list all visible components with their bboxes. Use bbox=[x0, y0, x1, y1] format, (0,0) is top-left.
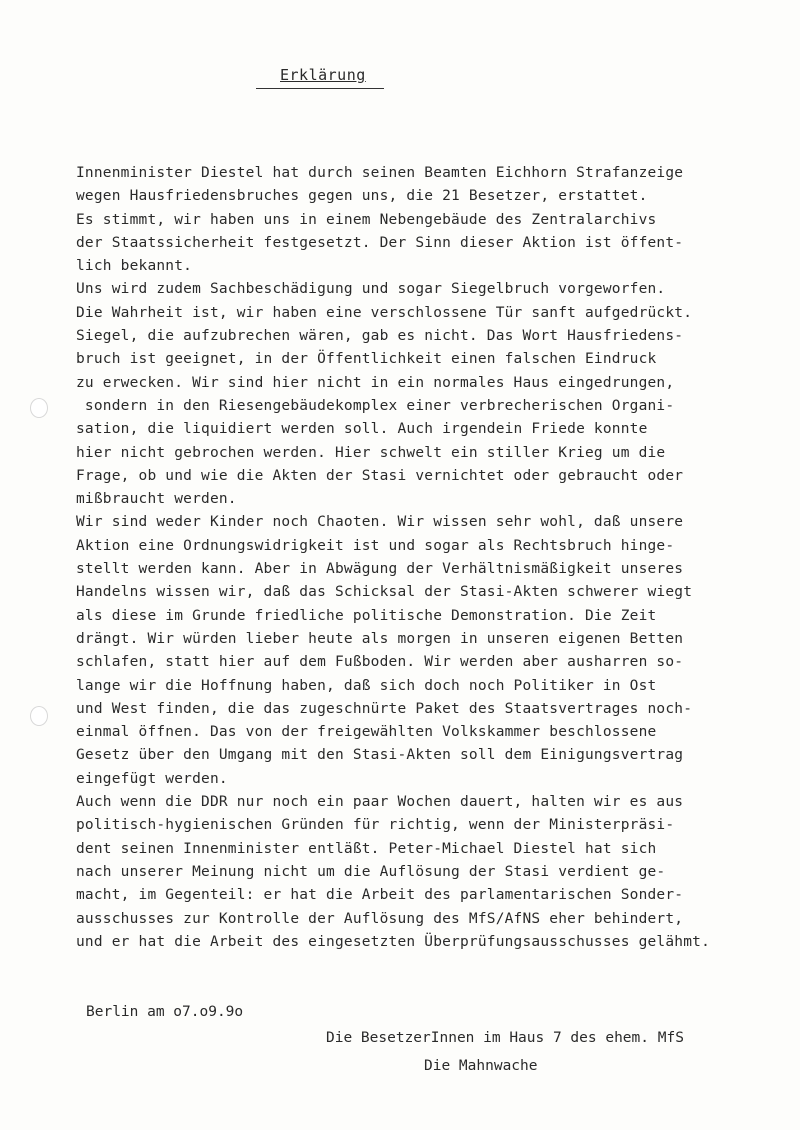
body-line: einmal öffnen. Das von der freigewählten Volkskammer beschlossene bbox=[76, 724, 657, 741]
body-line: zu erwecken. Wir sind hier nicht in ein normales Haus eingedrungen, bbox=[76, 374, 675, 391]
body-line: politisch-hygienischen Gründen für richtig, wenn der Ministerpräsi- bbox=[76, 817, 675, 834]
dateline: Berlin am o7.o9.9o bbox=[86, 1004, 244, 1020]
body-line: sondern in den Riesengebäudekomplex einer verbrecherischen Organi- bbox=[76, 397, 675, 414]
body-line: mißbraucht werden. bbox=[76, 491, 237, 508]
signature-vigil: Die Mahnwache bbox=[424, 1058, 538, 1074]
body-line: bruch ist geeignet, in der Öffentlichkeit einen falschen Eindruck bbox=[76, 351, 657, 368]
body-line: und West finden, die das zugeschnürte Paket des Staatsvertrages noch- bbox=[76, 700, 693, 717]
title-underline bbox=[256, 88, 384, 89]
body-line: ausschusses zur Kontrolle der Auflösung des MfS/AfNS eher behindert, bbox=[76, 910, 684, 927]
body-line: eingefügt werden. bbox=[76, 770, 228, 787]
body-line: Die Wahrheit ist, wir haben eine verschlossene Tür sanft aufgedrückt. bbox=[76, 304, 693, 321]
body-line: Auch wenn die DDR nur noch ein paar Wochen dauert, halten wir es aus bbox=[76, 794, 684, 811]
body-line: stellt werden kann. Aber in Abwägung der Verhältnismäßigkeit unseres bbox=[76, 561, 684, 578]
document-title: Erklärung bbox=[280, 66, 366, 84]
body-line: nach unserer Meinung nicht um die Auflösung der Stasi verdient ge- bbox=[76, 863, 666, 880]
body-line: dent seinen Innenminister entläßt. Peter-Michael Diestel hat sich bbox=[76, 840, 657, 857]
body-line: sation, die liquidiert werden soll. Auch irgendein Friede konnte bbox=[76, 421, 648, 438]
body-line: lich bekannt. bbox=[76, 258, 193, 275]
punch-hole-upper bbox=[30, 398, 48, 418]
body-line: und er hat die Arbeit des eingesetzten Überprüfungsausschusses gelähmt. bbox=[76, 933, 711, 950]
punch-hole-lower bbox=[30, 706, 48, 726]
body-line: Wir sind weder Kinder noch Chaoten. Wir wissen sehr wohl, daß unsere bbox=[76, 514, 684, 531]
body-line: Es stimmt, wir haben uns in einem Nebengebäude des Zentralarchivs bbox=[76, 211, 657, 228]
signature-occupiers: Die BesetzerInnen im Haus 7 des ehem. MfS bbox=[326, 1030, 684, 1046]
body-line: schlafen, statt hier auf dem Fußboden. Wir werden aber ausharren so- bbox=[76, 654, 684, 671]
body-line: lange wir die Hoffnung haben, daß sich doch noch Politiker in Ost bbox=[76, 677, 657, 694]
body-line: hier nicht gebrochen werden. Hier schwelt ein stiller Krieg um die bbox=[76, 444, 666, 461]
body-line: Frage, ob und wie die Akten der Stasi vernichtet oder gebraucht oder bbox=[76, 467, 684, 484]
body-line: Handelns wissen wir, daß das Schicksal der Stasi-Akten schwerer wiegt bbox=[76, 584, 693, 601]
body-line: der Staatssicherheit festgesetzt. Der Sinn dieser Aktion ist öffent- bbox=[76, 234, 684, 251]
body-line: Aktion eine Ordnungswidrigkeit ist und sogar als Rechtsbruch hinge- bbox=[76, 537, 675, 554]
body-line: drängt. Wir würden lieber heute als morgen in unseren eigenen Betten bbox=[76, 630, 684, 647]
declaration-body bbox=[76, 162, 776, 954]
body-line: Uns wird zudem Sachbeschädigung und sogar Siegelbruch vorgeworfen. bbox=[76, 281, 666, 298]
body-line: wegen Hausfriedensbruches gegen uns, die 21 Besetzer, erstattet. bbox=[76, 188, 648, 205]
body-line: als diese im Grunde friedliche politische Demonstration. Die Zeit bbox=[76, 607, 657, 624]
body-line: macht, im Gegenteil: er hat die Arbeit des parlamentarischen Sonder- bbox=[76, 887, 684, 904]
body-line: Innenminister Diestel hat durch seinen Beamten Eichhorn Strafanzeige bbox=[76, 165, 684, 181]
body-line: Gesetz über den Umgang mit den Stasi-Akten soll dem Einigungsvertrag bbox=[76, 747, 684, 764]
body-line: Siegel, die aufzubrechen wären, gab es nicht. Das Wort Hausfriedens- bbox=[76, 328, 684, 345]
